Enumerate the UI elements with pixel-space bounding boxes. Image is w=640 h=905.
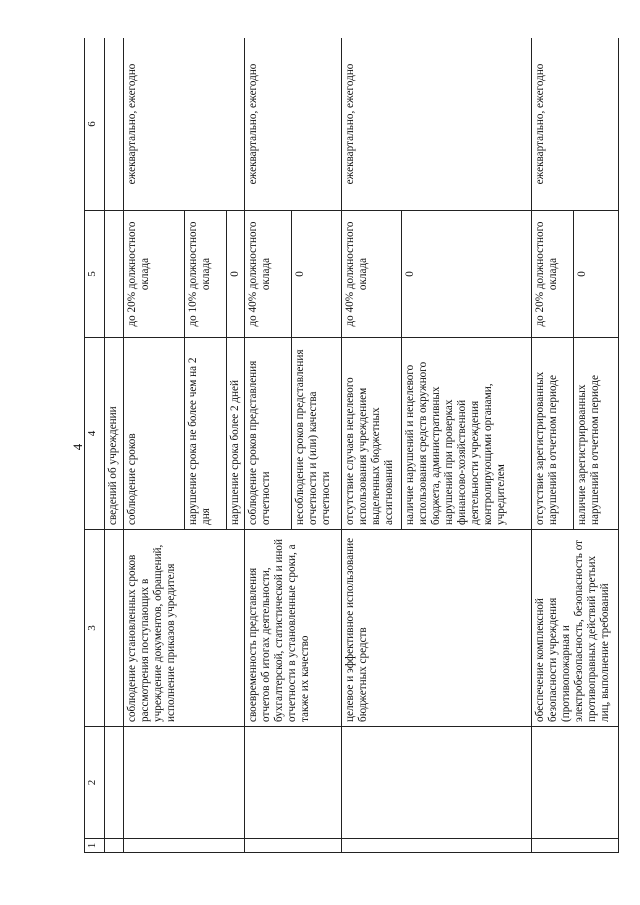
column-number: 4 bbox=[85, 338, 105, 530]
value-cell: до 40% должностного оклада bbox=[245, 211, 291, 338]
indicator-cell: несоблюдение сроков представления отчетности и (или) качества отчетности bbox=[291, 338, 341, 530]
value-cell bbox=[104, 211, 123, 338]
value-cell: 0 bbox=[226, 211, 245, 338]
table-cell bbox=[245, 839, 342, 853]
indicator-cell: нарушение срока не более чем на 2 дня bbox=[184, 338, 226, 530]
indicator-cell: нарушение срока более 2 дней bbox=[226, 338, 245, 530]
criterion-cell: обеспечение комплексной безопасности учреждения (противопожарная и электробезопасность, безопасность от противоправных действий третьих лиц, выполнение требований bbox=[531, 530, 618, 727]
indicator-cell: соблюдение сроков представления отчетности bbox=[245, 338, 291, 530]
criteria-table bbox=[84, 38, 619, 853]
period-cell bbox=[104, 38, 123, 211]
column-number: 3 bbox=[85, 530, 105, 727]
table-row bbox=[123, 38, 184, 853]
column-number: 5 bbox=[85, 211, 105, 338]
value-cell: до 20% должностного оклада bbox=[531, 211, 573, 338]
period-cell: ежеквартально, ежегодно bbox=[531, 38, 618, 211]
table-cell bbox=[531, 839, 618, 853]
criterion-cell: целевое и эффективное использование бюджетных средств bbox=[341, 530, 531, 727]
table-cell bbox=[104, 727, 123, 839]
indicator-cell: соблюдение сроков bbox=[123, 338, 184, 530]
table-cell bbox=[245, 727, 342, 839]
column-number: 6 bbox=[85, 38, 105, 211]
table-cell bbox=[104, 839, 123, 853]
indicator-cell: сведений об учреждении bbox=[104, 338, 123, 530]
criterion-cell bbox=[104, 530, 123, 727]
table-row bbox=[341, 38, 401, 853]
rotated-table-frame bbox=[84, 38, 619, 853]
indicator-cell: наличие зарегистрированных нарушений в отчетном периоде bbox=[574, 338, 619, 530]
table-cell bbox=[123, 839, 245, 853]
table-cell bbox=[341, 727, 531, 839]
period-cell: ежеквартально, ежегодно bbox=[245, 38, 342, 211]
value-cell: 0 bbox=[401, 211, 531, 338]
period-cell: ежеквартально, ежегодно bbox=[341, 38, 531, 211]
value-cell: 0 bbox=[291, 211, 341, 338]
table-row bbox=[104, 38, 123, 853]
page-number: 4 bbox=[70, 443, 85, 451]
value-cell: 0 bbox=[574, 211, 619, 338]
indicator-cell: отсутствие случаев нецелевого использования учреждением выделенных бюджетных ассигнований bbox=[341, 338, 401, 530]
value-cell: до 10% должностного оклада bbox=[184, 211, 226, 338]
rotated-table-viewport bbox=[84, 38, 619, 853]
value-cell: до 20% должностного оклада bbox=[123, 211, 184, 338]
table-cell bbox=[123, 727, 245, 839]
criterion-cell: соблюдение установленных сроков рассмотрения поступающих в учреждение документов, обращений, исполнение приказов учредителя bbox=[123, 530, 245, 727]
table-row bbox=[245, 38, 291, 853]
period-cell: ежеквартально, ежегодно bbox=[123, 38, 245, 211]
indicator-cell: наличие нарушений и нецелевого использования средств окружного бюджета, административных нарушений при проверках финансово-хозяйственной деятельности учреждения контролирующими органами, учредителем bbox=[401, 338, 531, 530]
table-row bbox=[531, 38, 573, 853]
criterion-cell: своевременность представления отчетов об итогах деятельности, бухгалтерской, статистической и иной отчетности в установленные сроки, а также их качество bbox=[245, 530, 342, 727]
column-number: 1 bbox=[85, 839, 105, 853]
value-cell: до 40% должностного оклада bbox=[341, 211, 401, 338]
table-header-row bbox=[85, 38, 105, 853]
indicator-cell: отсутствие зарегистрированных нарушений в отчетном периоде bbox=[531, 338, 573, 530]
column-number: 2 bbox=[85, 727, 105, 839]
table-cell bbox=[531, 727, 618, 839]
table-cell bbox=[341, 839, 531, 853]
